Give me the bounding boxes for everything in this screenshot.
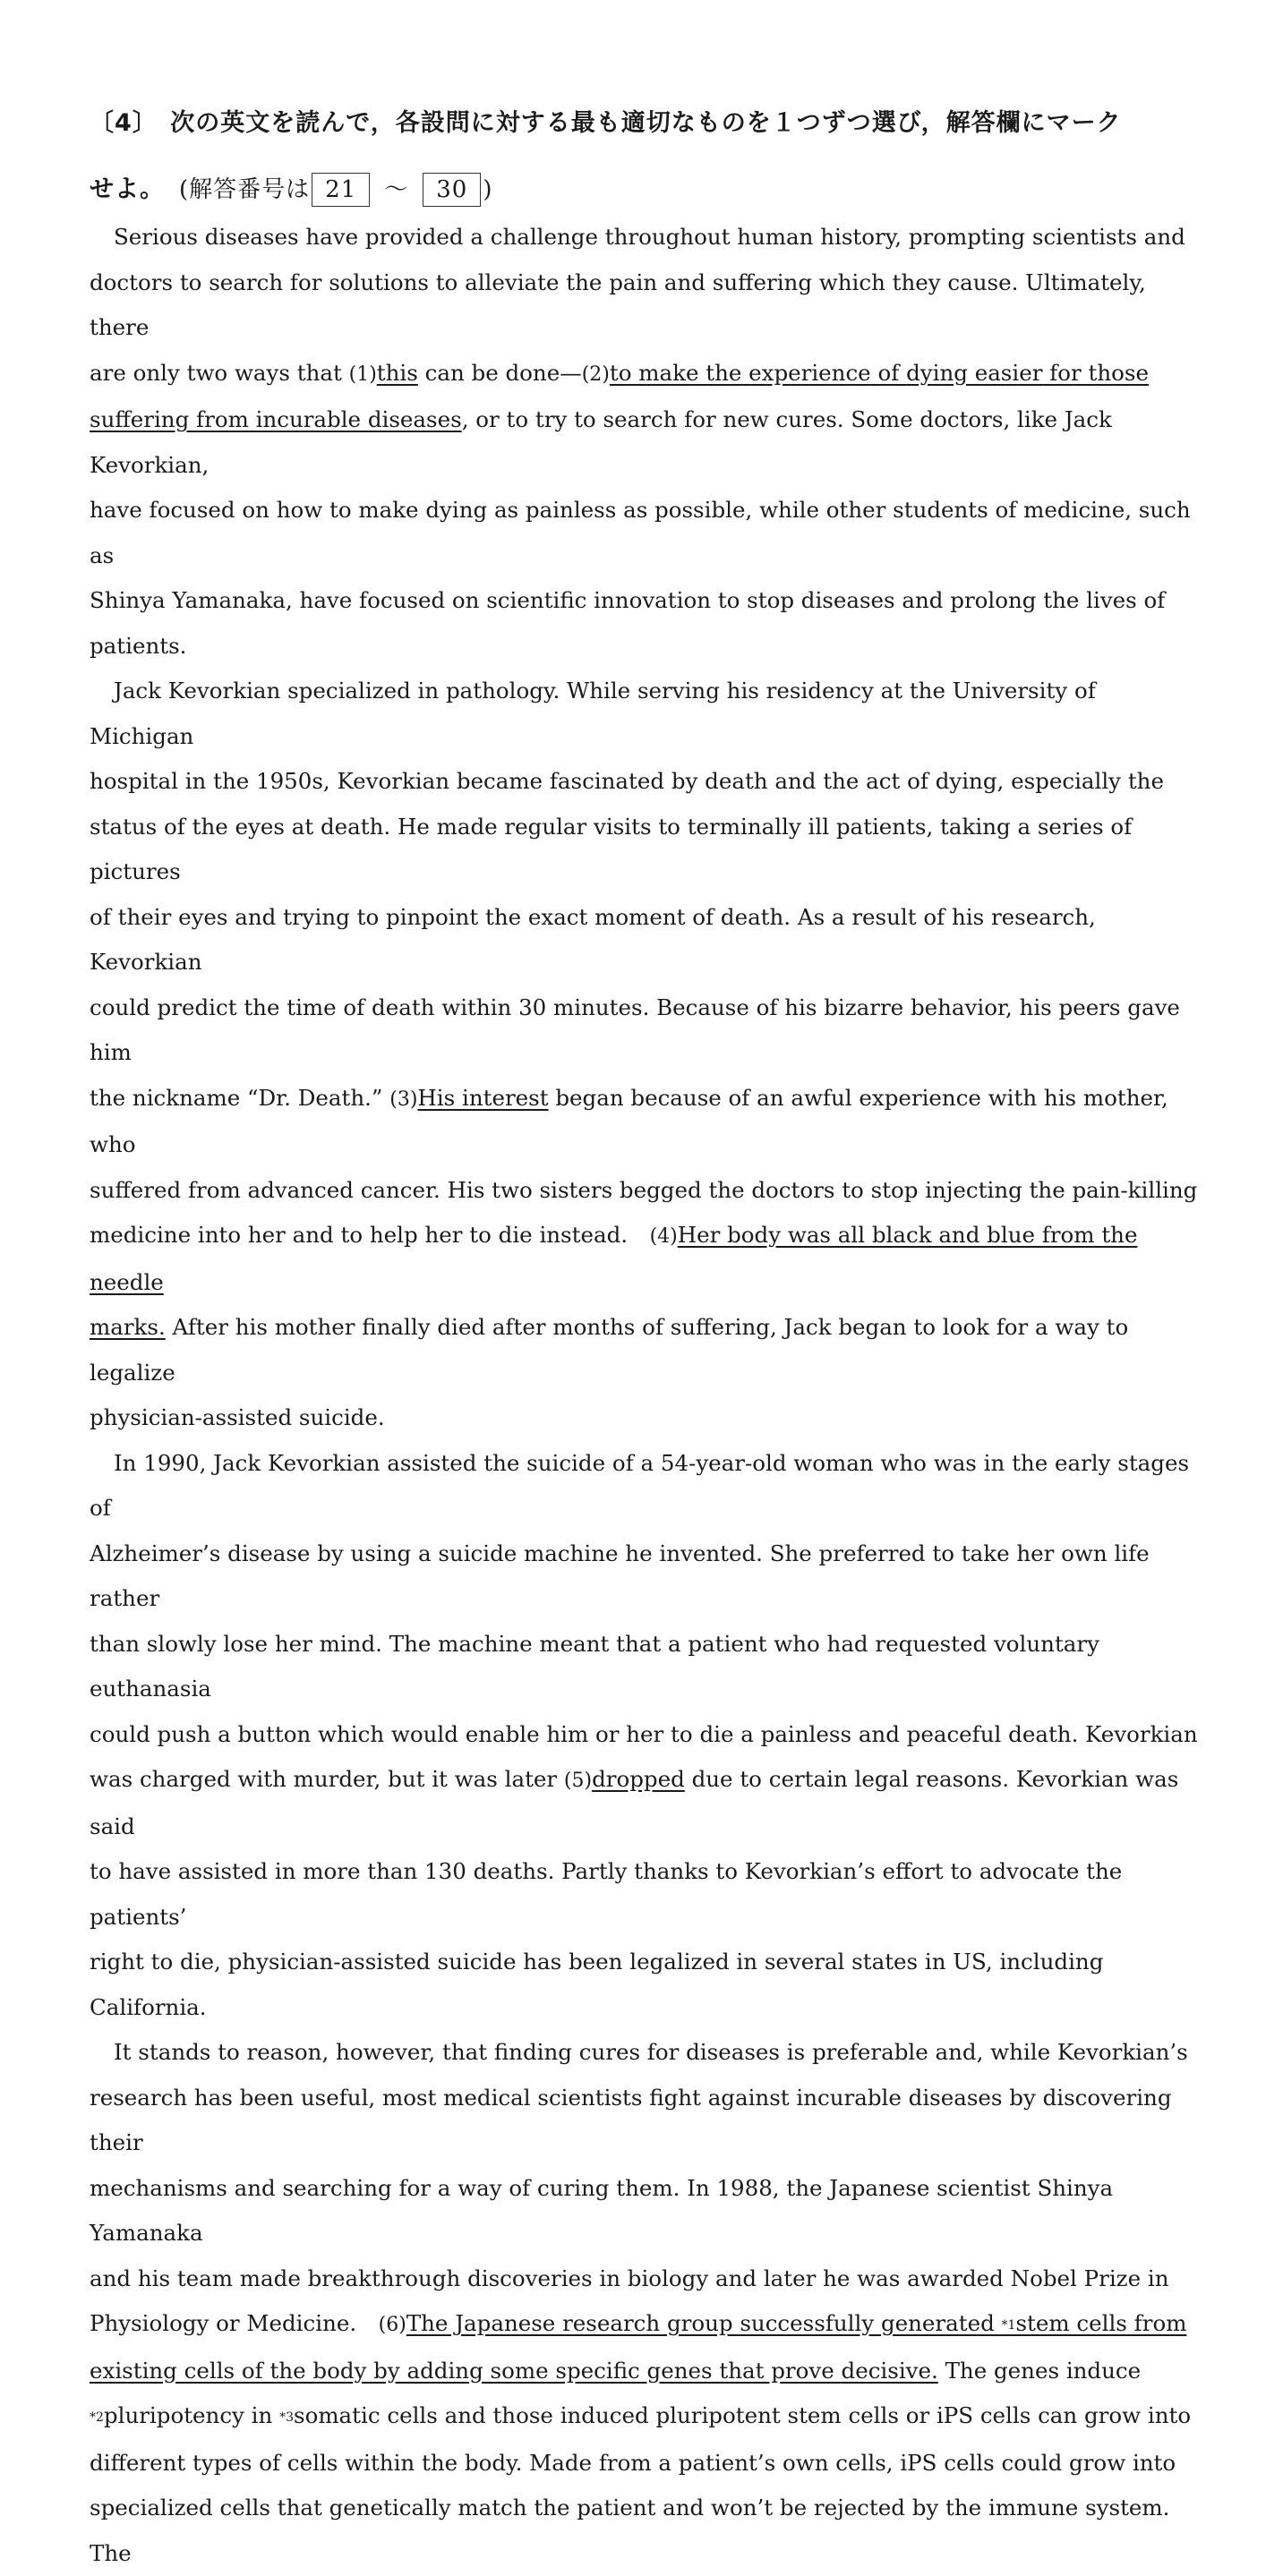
text-line: It stands to reason, however, that finding cures for diseases is preferable and, while Kevorkian’s xyxy=(114,2039,1188,2065)
text-line: physician-assisted suicide. xyxy=(90,1404,385,1430)
underlined-phrase-4: Her body was all black and blue from the needle xyxy=(90,1222,1138,1295)
underlined-phrase-4-cont: marks. xyxy=(90,1314,166,1340)
answer-box-end: 30 xyxy=(423,173,481,207)
question-marker-6: (6) xyxy=(378,2314,406,2336)
text-line: Physiology or Medicine. (6)The Japanese research group successfully generated *1stem cells from xyxy=(90,2310,1187,2336)
paragraph-3 xyxy=(90,1441,1200,2031)
range-tilde: ～ xyxy=(384,176,409,203)
footnote-marker-1: *1 xyxy=(1001,2318,1016,2333)
text-line: specialized cells that genetically match the patient and won’t be rejected by the immune system. The xyxy=(90,2495,1170,2566)
range-suffix: ) xyxy=(483,176,493,203)
text-line: have focused on how to make dying as painless as possible, while other students of medicine, such as xyxy=(90,497,1191,568)
text-line: suffering from incurable diseases, or to try to search for new cures. Some doctors, like Jack Kevorkian, xyxy=(90,406,1112,478)
exam-page xyxy=(90,107,1200,2576)
question-marker-3: (3) xyxy=(389,1088,418,1111)
text-line: In 1990, Jack Kevorkian assisted the suicide of a 54-year-old woman who was in the early stages of xyxy=(90,1449,1190,1521)
text-line: patients. xyxy=(90,632,187,659)
text-line: suffered from advanced cancer. His two sisters begged the doctors to stop injecting the pain-killing xyxy=(90,1176,1198,1203)
text-line: are only two ways that (1)this can be done—(2)to make the experience of dying easier for those xyxy=(90,359,1149,386)
text-line: was charged with murder, but it was later (5)dropped due to certain legal reasons. Kevorkian was said xyxy=(90,1766,1179,1839)
paragraph-4 xyxy=(90,2030,1200,2576)
answer-number-range xyxy=(179,173,493,207)
text-line: marks. After his mother finally died after months of suffering, Jack began to look for a way to legalize xyxy=(90,1314,1129,1386)
question-marker-2: (2) xyxy=(581,363,610,386)
underlined-phrase-6: The Japanese research group successfully generated *1stem cells from xyxy=(406,2310,1187,2336)
underlined-phrase-2: to make the experience of dying easier for those xyxy=(609,359,1149,386)
text-line: could predict the time of death within 30 minutes. Because of his bizarre behavior, his peers gave him xyxy=(90,994,1180,1065)
question-marker-5: (5) xyxy=(563,1770,593,1792)
text-line: the nickname “Dr. Death.” (3)His interest began because of an awful experience with his mother, who xyxy=(90,1084,1168,1157)
question-heading-cont xyxy=(90,165,1200,215)
text-line: mechanisms and searching for a way of curing them. In 1988, the Japanese scientist Shinya Yamanaka xyxy=(90,2174,1114,2246)
text-line: to have assisted in more than 130 deaths. Partly thanks to Kevorkian’s effort to advocate the patients’ xyxy=(90,1858,1123,1930)
text-line: doctors to search for solutions to alleviate the pain and suffering which they cause. Ultimately, there xyxy=(90,269,1146,340)
text-line: existing cells of the body by adding some specific genes that prove decisive. The genes induce xyxy=(90,2357,1142,2384)
text-line: medicine into her and to help her to die instead. (4)Her body was all black and blue from the needle xyxy=(90,1222,1138,1295)
underlined-phrase-5: dropped xyxy=(592,1766,685,1792)
text-line: and his team made breakthrough discoveries in biology and later he was awarded Nobel Prize in xyxy=(90,2265,1169,2291)
paragraph-2 xyxy=(90,669,1200,1441)
underlined-phrase-6-cont: existing cells of the body by adding some specific genes that prove decisive. xyxy=(90,2357,938,2384)
text-line: Alzheimer’s disease by using a suicide machine he invented. She preferred to take her own life rather xyxy=(90,1540,1150,1611)
text-line: of their eyes and trying to pinpoint the exact moment of death. As a result of his research, Kevorkian xyxy=(90,903,1096,975)
question-marker-1: (1) xyxy=(348,363,377,386)
underlined-phrase-3: His interest xyxy=(417,1084,549,1111)
text-line: different types of cells within the body. Made from a patient’s own cells, iPS cells could grow into xyxy=(90,2449,1176,2476)
range-prefix: (解答番号は xyxy=(179,176,311,203)
text-line: Shinya Yamanaka, have focused on scientific innovation to stop diseases and prolong the lives of xyxy=(90,587,1166,613)
question-heading xyxy=(90,107,1200,165)
answer-box-start: 21 xyxy=(312,173,370,207)
text-line: research has been useful, most medical scientists fight against incurable diseases by discovering their xyxy=(90,2084,1172,2155)
text-line: right to die, physician-assisted suicide has been legalized in several states in US, including California. xyxy=(90,1949,1104,2020)
text-line: could push a button which would enable him or her to die a painless and peaceful death. Kevorkian xyxy=(90,1720,1198,1747)
footnote-marker-2: *2 xyxy=(90,2410,104,2425)
paragraph-1 xyxy=(90,215,1200,669)
text-line: hospital in the 1950s, Kevorkian became fascinated by death and the act of dying, especially the xyxy=(90,768,1164,794)
text-line: Jack Kevorkian specialized in pathology. While serving his residency at the University of Michigan xyxy=(90,678,1096,749)
heading-line-2: せよ。 xyxy=(90,175,165,203)
text-line: Serious diseases have provided a challenge throughout human history, prompting scientists and xyxy=(114,224,1185,250)
text-line: *2pluripotency in *3somatic cells and those induced pluripotent stem cells or iPS cells can grow into xyxy=(90,2402,1192,2428)
text-line: status of the eyes at death. He made regular visits to terminally ill patients, taking a series of pictures xyxy=(90,813,1133,884)
text-line: than slowly lose her mind. The machine meant that a patient who had requested voluntary euthanasia xyxy=(90,1630,1099,1702)
question-marker-4: (4) xyxy=(649,1225,678,1248)
footnote-marker-3: *3 xyxy=(279,2410,294,2425)
underlined-phrase-1: this xyxy=(376,359,418,386)
underlined-phrase-2-cont: suffering from incurable diseases xyxy=(90,406,462,432)
heading-line-1: 〔4〕 次の英文を読んで，各設問に対する最も適切なものを１つずつ選び，解答欄にマーク xyxy=(90,109,1122,137)
